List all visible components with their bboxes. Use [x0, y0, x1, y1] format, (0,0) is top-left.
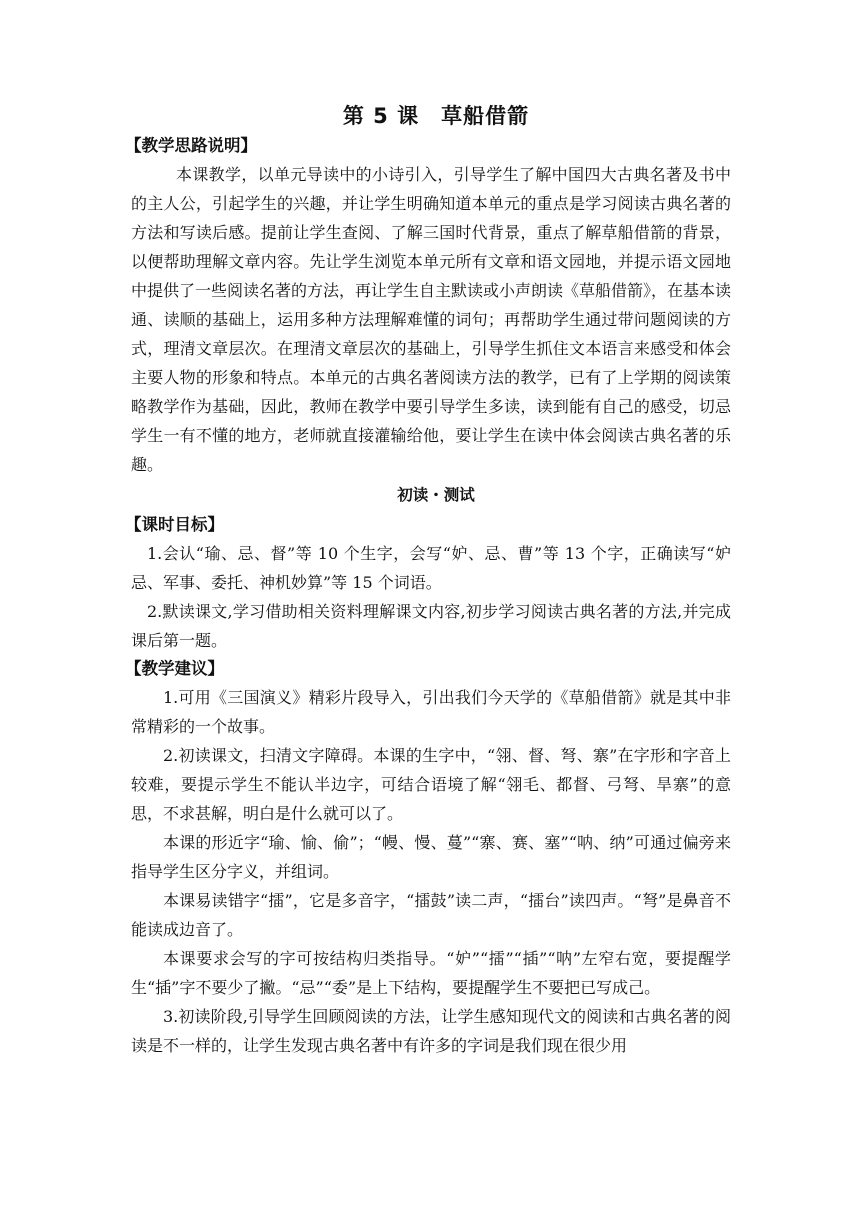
- suggestion-paragraph-6: 3.初读阶段,引导学生回顾阅读的方法，让学生感知现代文的阅读和古典名著的阅读是不一样的，让学生发现古典名著中有许多的字词是我们现在很少用: [131, 1007, 731, 1055]
- goal-item-1: 1.会认“瑜、忌、督”等 10 个生字，会写“妒、忌、曹”等 13 个字，正确读写“妒忌、军事、委托、神机妙算”等 15 个词语。: [131, 544, 731, 592]
- suggestion-paragraph-2: 2.初读课文，扫清文字障碍。本课的生字中，“翎、督、弩、寨”在字形和字音上较难，要提示学生不能认半边字，可结合语境了解“翎毛、都督、弓弩、旱寨”的意思，不求甚解，明白是什么就可以了。: [131, 746, 731, 823]
- suggestion-paragraph-3: 本课的形近字“瑜、愉、偷”；“幔、慢、蔓”“寨、赛、塞”“呐、纳”可通过偏旁来指导学生区分字义，并组词。: [131, 833, 731, 881]
- section-title: 初读・测试: [397, 486, 475, 504]
- lesson-title: 第 5 课 草船借箭: [342, 104, 530, 128]
- teaching-idea-heading: 【教学思路说明】: [125, 136, 257, 155]
- suggestion-paragraph-4: 本课易读错字“擂”，它是多音字，“擂鼓”读二声，“擂台”读四声。“弩”是鼻音不能读成边音了。: [131, 891, 731, 939]
- teaching-idea-paragraph: 本课教学，以单元导读中的小诗引入，引导学生了解中国四大古典名著及书中的主人公，引起学生的兴趣，并让学生明确知道本单元的重点是学习阅读古典名著的方法和写读后感。提前让学生查阅、了解三国时代背景，重点了解草船借箭的背景，以便帮助理解文章内容。先让学生浏览本单元所有文章和语文园地，并提示语文园地中提供了一些阅读名著的方法，再让学生自主默读或小声朗读《草船借箭》，在基本读通、读顺的基础上，运用多种方法理解难懂的词句；再帮助学生通过带问题阅读的方式，理清文章层次。在理清文章层次的基础上，引导学生抓住文本语言来感受和体会主要人物的形象和特点。本单元的古典名著阅读方法的教学，已有了上学期的阅读策略教学作为基础，因此，教师在教学中要引导学生多读，读到能有自己的感受，切忌学生一有不懂的地方，老师就直接灌输给他，要让学生在读中体会阅读古典名著的乐趣。: [131, 165, 732, 474]
- suggestions-heading: 【教学建议】: [125, 659, 224, 678]
- suggestion-paragraph-1: 1.可用《三国演义》精彩片段导入，引出我们今天学的《草船借箭》就是其中非常精彩的一个故事。: [131, 688, 731, 736]
- goals-heading: 【课时目标】: [125, 515, 224, 534]
- suggestion-paragraph-5: 本课要求会写的字可按结构归类指导。“妒”“擂”“插”“呐”左窄右宽，要提醒学生“插”字不要少了撇。“忌”“委”是上下结构，要提醒学生不要把已写成己。: [131, 949, 731, 997]
- document-page: [125, 100, 732, 1060]
- goal-item-2: 2.默读课文,学习借助相关资料理解课文内容,初步学习阅读古典名著的方法,并完成课后第一题。: [131, 602, 731, 650]
